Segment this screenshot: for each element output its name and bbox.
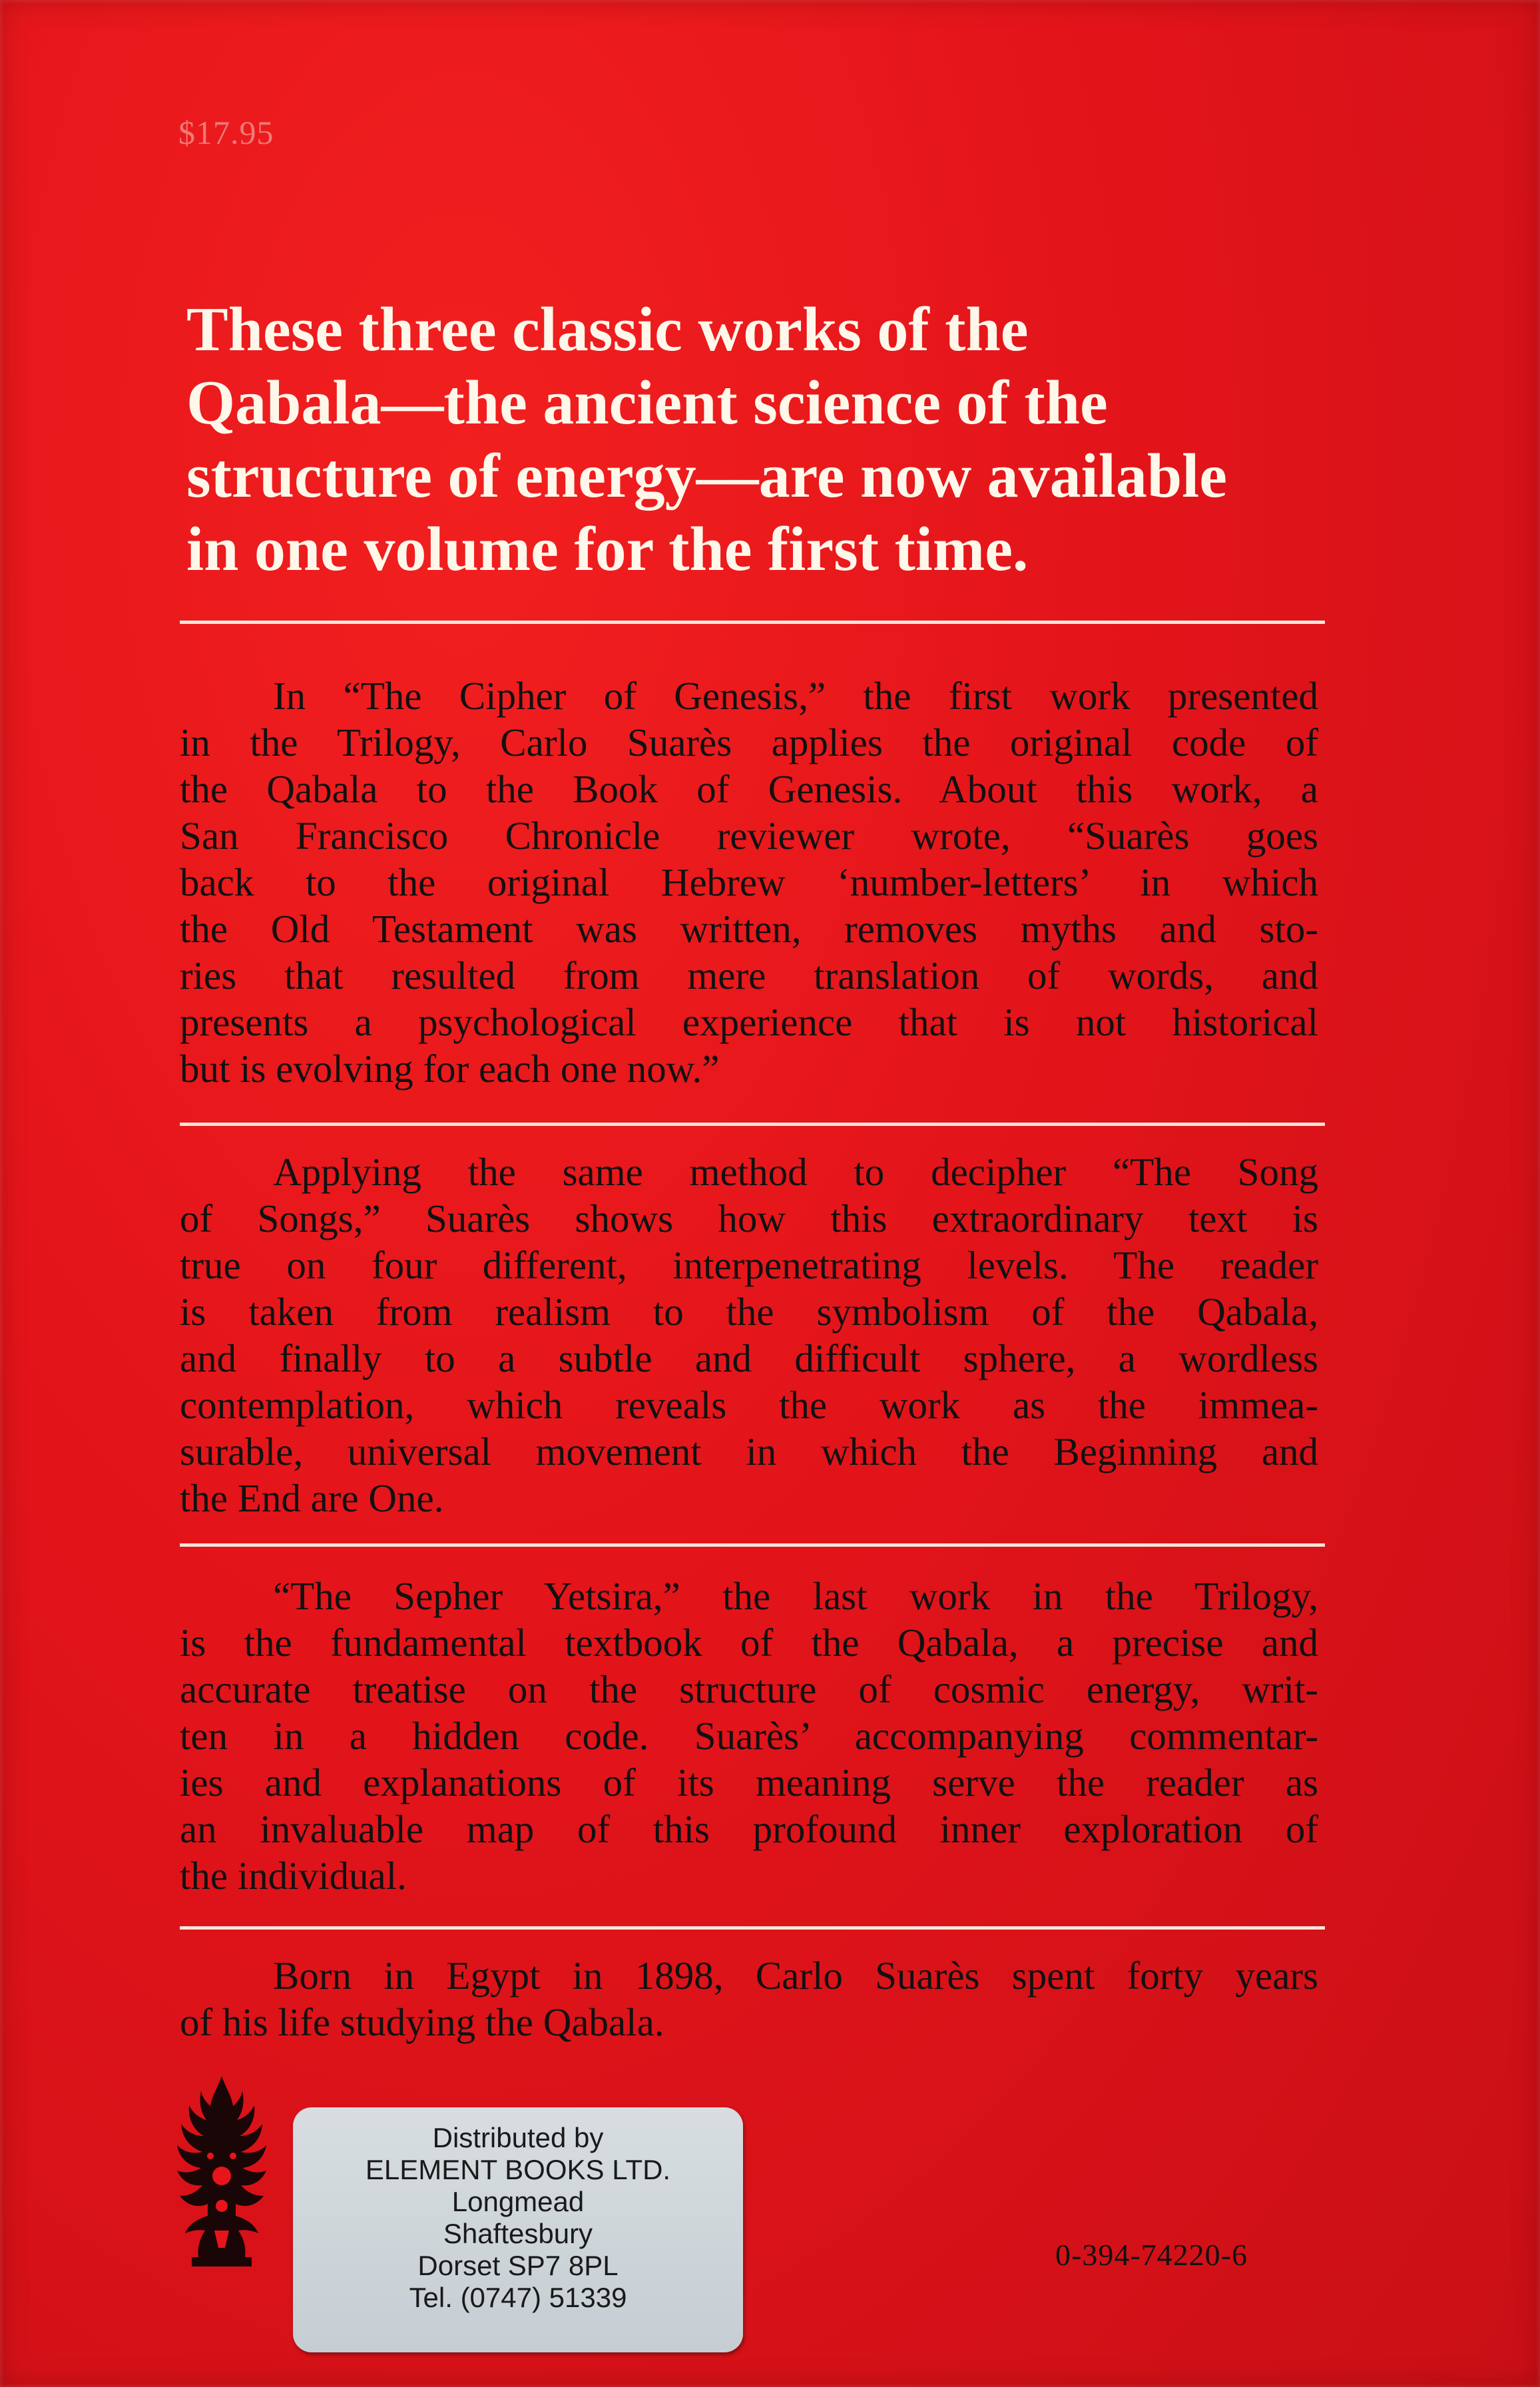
- distributor-sticker: [293, 2107, 743, 2352]
- sticker-line: ELEMENT BOOKS LTD.: [365, 2154, 671, 2185]
- paragraph-line: “The Sepher Yetsira,” the last work in the Trilogy,: [273, 1574, 1318, 1618]
- paragraph-line: the individual.: [180, 1854, 407, 1898]
- paragraph-author-bio: [180, 1952, 1318, 2045]
- paragraph-sepher-yetsira: [180, 1573, 1318, 1899]
- paragraph-song-of-songs: [180, 1149, 1318, 1521]
- paragraph-line: Born in Egypt in 1898, Carlo Suarès spent forty years: [273, 1954, 1318, 1997]
- paragraph-line: of his life studying the Qabala.: [180, 2000, 664, 2044]
- isbn-number: 0-394-74220-6: [1055, 2238, 1248, 2272]
- paragraph-line: ten in a hidden code. Suarès’ accompanying commentar-: [180, 1714, 1318, 1758]
- paragraph-line: Applying the same method to decipher “The Song: [273, 1150, 1318, 1194]
- paragraph-line: but is evolving for each one now.”: [180, 1047, 720, 1091]
- paragraph-line: is the fundamental textbook of the Qabala, a precise and: [180, 1621, 1318, 1665]
- paragraph-line: true on four different, interpenetrating levels. The reader: [180, 1243, 1318, 1287]
- paragraph-line: in the Trilogy, Carlo Suarès applies the original code of: [180, 720, 1318, 764]
- divider-rule: [180, 1543, 1325, 1547]
- headline: [186, 293, 1372, 586]
- paragraph-line: ies and explanations of its meaning serve the reader as: [180, 1760, 1318, 1804]
- sticker-line: Shaftesbury: [443, 2218, 593, 2249]
- paragraph-line: and finally to a subtle and difficult sphere, a wordless: [180, 1336, 1318, 1380]
- paragraph-line: of Songs,” Suarès shows how this extraordinary text is: [180, 1196, 1318, 1240]
- divider-rule: [180, 621, 1325, 624]
- paragraph-line: back to the original Hebrew ‘number-letters’ in which: [180, 860, 1318, 904]
- paragraph-line: San Francisco Chronicle reviewer wrote, “Suarès goes: [180, 814, 1318, 858]
- headline-line: Qabala—the ancient science of the: [186, 368, 1108, 437]
- paragraph-line: presents a psychological experience that is not historical: [180, 1000, 1318, 1044]
- paragraph-cipher-of-genesis: [180, 672, 1318, 1092]
- divider-rule: [180, 1926, 1325, 1930]
- paragraph-line: contemplation, which reveals the work as the immea-: [180, 1383, 1318, 1427]
- sticker-line: Dorset SP7 8PL: [417, 2250, 619, 2281]
- headline-line: in one volume for the first time.: [186, 515, 1029, 584]
- paragraph-line: ries that resulted from mere translation of words, and: [180, 953, 1318, 997]
- paragraph-line: the Qabala to the Book of Genesis. About this work, a: [180, 767, 1318, 811]
- paragraph-line: the Old Testament was written, removes myths and sto-: [180, 907, 1318, 951]
- paragraph-line: an invaluable map of this profound inner exploration of: [180, 1807, 1318, 1851]
- paragraph-line: accurate treatise on the structure of cosmic energy, writ-: [180, 1667, 1318, 1711]
- price-label: $17.95: [178, 114, 274, 151]
- paragraph-line: In “The Cipher of Genesis,” the first work presented: [273, 674, 1318, 718]
- paragraph-line: is taken from realism to the symbolism of the Qabala,: [180, 1290, 1318, 1334]
- sticker-line: Longmead: [451, 2186, 585, 2217]
- shambhala-flame-logo-icon: [172, 2076, 272, 2269]
- divider-rule: [180, 1123, 1325, 1126]
- headline-line: These three classic works of the: [186, 295, 1029, 364]
- paragraph-line: the End are One.: [180, 1476, 444, 1520]
- sticker-line: Tel. (0747) 51339: [409, 2282, 627, 2313]
- headline-line: structure of energy—are now available: [186, 441, 1227, 511]
- paragraph-line: surable, universal movement in which the Beginning and: [180, 1430, 1318, 1473]
- sticker-line: Distributed by: [432, 2122, 604, 2153]
